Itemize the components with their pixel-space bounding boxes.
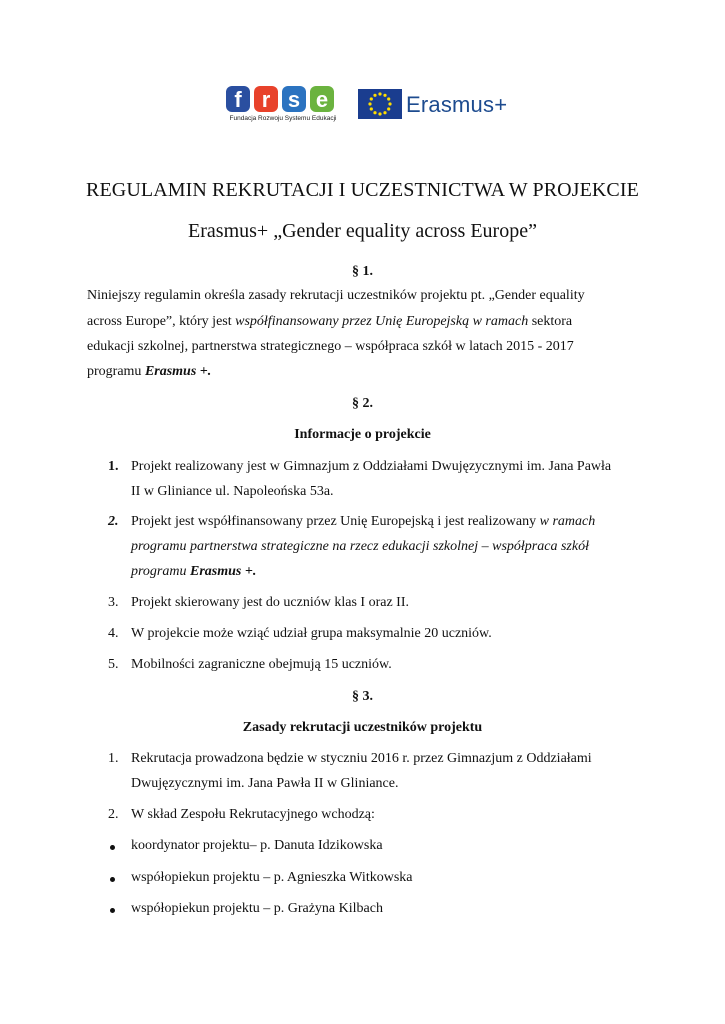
document-subtitle: Erasmus+ „Gender equality across Europe” — [188, 220, 537, 242]
frse-logo — [224, 84, 342, 128]
frse-letter: f — [234, 87, 242, 112]
list-item: W projekcie może wziąć udział grupa maksymalnie 20 uczniów. — [131, 626, 492, 641]
text: edukacji szkolnej, partnerstwa strategicznego – współpraca szkół w latach 2015 - 2017 — [87, 339, 574, 354]
list-number: 1. — [108, 459, 119, 474]
text: programu — [131, 564, 190, 579]
list-item: Projekt skierowany jest do uczniów klas I oraz II. — [131, 595, 409, 610]
list-number: 5. — [108, 657, 119, 672]
list-item: Projekt realizowany jest w Gimnazjum z Oddziałami Dwujęzycznymi im. Jana Pawła — [131, 459, 612, 474]
section-mark-1: § 1. — [352, 264, 373, 279]
erasmus-logo — [358, 85, 508, 127]
list-item: II w Gliniance ul. Napoleońska 53a. — [131, 484, 334, 499]
text: w ramach — [539, 514, 596, 529]
list-item — [131, 564, 256, 580]
text: Projekt jest współfinansowany przez Unię Europejską i jest realizowany — [131, 514, 540, 529]
text: współfinansowany przez Unię Europejską w ramach — [235, 314, 529, 329]
eu-flag-icon — [358, 89, 402, 119]
s1-line-2 — [87, 314, 572, 330]
section-heading-3: Zasady rekrutacji uczestników projektu — [242, 720, 483, 735]
list-number: 3. — [108, 595, 119, 610]
frse-letter: r — [261, 87, 271, 112]
text: across Europe”, który jest — [87, 314, 236, 329]
text: Erasmus +. — [144, 364, 212, 379]
text: Erasmus +. — [190, 564, 257, 579]
list-item: Dwujęzycznymi im. Jana Pawła II w Gliniance. — [131, 776, 399, 791]
list-item: programu partnerstwa strategiczne na rzecz edukacji szkolnej – współpraca szkół — [131, 539, 589, 554]
list-item — [131, 514, 595, 530]
frse-caption: Fundacja Rozwoju Systemu Edukacji — [229, 115, 337, 122]
erasmus-label: Erasmus+ — [406, 92, 508, 117]
bullet-icon — [110, 908, 115, 913]
list-item: Mobilności zagraniczne obejmują 15 uczniów. — [131, 657, 392, 672]
text: sektora — [528, 314, 573, 329]
frse-letter: e — [315, 87, 329, 112]
section-mark-3: § 3. — [352, 689, 373, 704]
bullet-icon — [110, 845, 115, 850]
s1-line-1 — [87, 288, 585, 304]
s1-line-3 — [87, 339, 574, 355]
bullet-item: koordynator projektu– p. Danuta Idzikowska — [131, 838, 383, 853]
bullet-item: współopiekun projektu – p. Agnieszka Witkowska — [131, 870, 413, 885]
header-logos — [224, 84, 508, 128]
list-item: W skład Zespołu Rekrutacyjnego wchodzą: — [131, 807, 375, 822]
text: programu — [87, 364, 145, 379]
list-number: 2. — [108, 514, 119, 529]
list-number: 1. — [108, 751, 119, 766]
bullet-icon — [110, 877, 115, 882]
frse-letter: s — [287, 87, 301, 112]
section-heading-2: Informacje o projekcie — [294, 427, 431, 442]
list-number: 2. — [108, 807, 119, 822]
section-mark-2: § 2. — [352, 396, 373, 411]
list-item: Rekrutacja prowadzona będzie w styczniu 2016 r. przez Gimnazjum z Oddziałami — [131, 751, 592, 766]
document-title: REGULAMIN REKRUTACJI I UCZESTNICTWA W PROJEKCIE — [86, 179, 639, 201]
bullet-item: współopiekun projektu – p. Grażyna Kilbach — [131, 901, 383, 916]
text: Niniejszy regulamin określa zasady rekrutacji uczestników projektu pt. „Gender equality — [87, 288, 585, 303]
s1-line-4 — [87, 364, 211, 380]
list-number: 4. — [108, 626, 119, 641]
